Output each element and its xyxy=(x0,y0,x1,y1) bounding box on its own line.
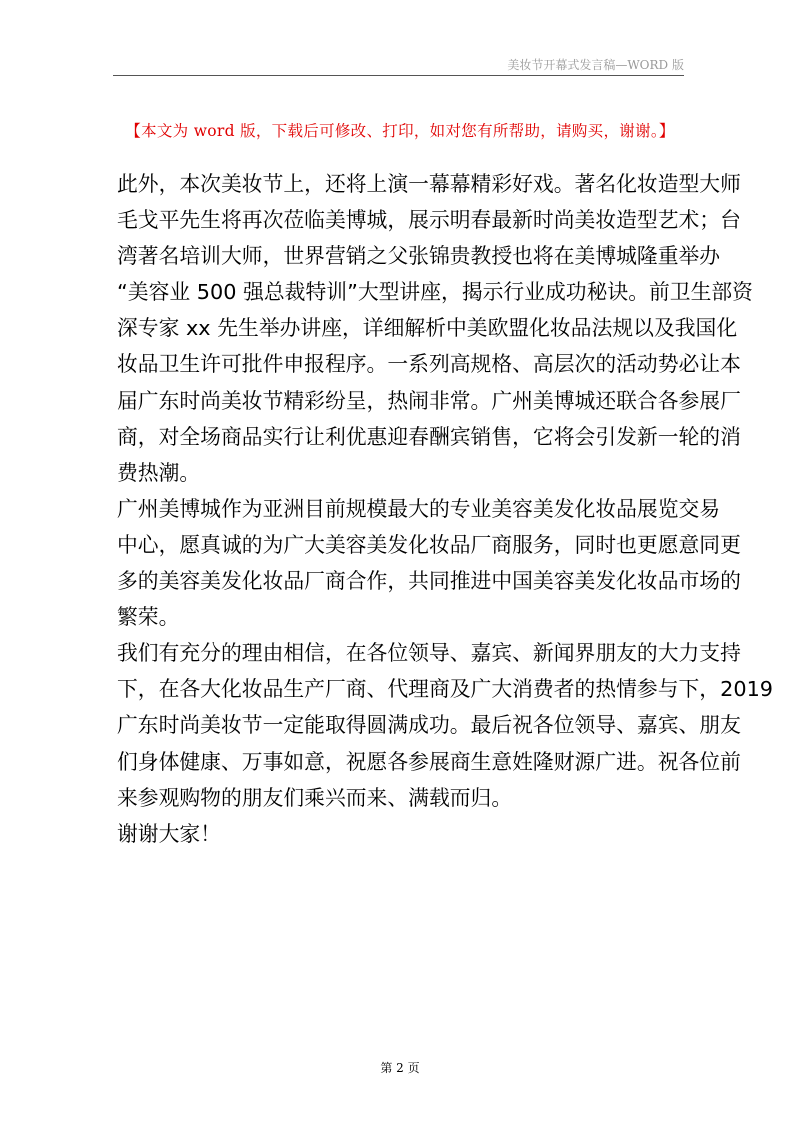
running-header: 美妆节开幕式发言稿—WORD 版 xyxy=(507,58,684,72)
text-line: 深专家 xx 先生举办讲座，详细解析中美欧盟化妆品法规以及我国化 xyxy=(117,316,738,341)
text-line: 广州美博城作为亚洲目前规模最大的专业美容美发化妆品展览交易 xyxy=(117,496,721,521)
text-line: 多的美容美发化妆品厂商合作，共同推进中国美容美发化妆品市场的 xyxy=(117,569,741,594)
text-line: 们身体健康、万事如意，祝愿各参展商生意姓隆财源广进。祝各位前 xyxy=(117,749,741,774)
text-line: 中心，愿真诚的为广大美容美发化妆品厂商服务，同时也更愿意同更 xyxy=(117,532,741,557)
text-line: 繁荣。 xyxy=(117,605,180,630)
text-line: 费热潮。 xyxy=(117,460,201,485)
text-line: 毛戈平先生将再次莅临美博城，展示明春最新时尚美妆造型艺术；台 xyxy=(117,208,741,233)
page-number: 第 2 页 xyxy=(380,1061,420,1075)
header-divider xyxy=(113,75,684,76)
text-line: 商，对全场商品实行让利优惠迎春酬宾销售，它将会引发新一轮的消 xyxy=(117,424,741,449)
paragraph xyxy=(117,491,741,635)
text-line: 谢谢大家！ xyxy=(117,821,221,846)
document-body xyxy=(117,166,774,852)
text-line: 我们有充分的理由相信，在各位领导、嘉宾、新闻界朋友的大力支持 xyxy=(117,641,741,666)
text-line: 湾著名培训大师，世界营销之父张锦贵教授也将在美博城隆重举办 xyxy=(117,244,721,269)
paragraph xyxy=(117,816,697,852)
paragraph xyxy=(117,635,774,815)
text-line: “美容业 500 强总裁特训”大型讲座，揭示行业成功秘诀。前卫生部资 xyxy=(117,280,753,305)
text-line: 广东时尚美妆节一定能取得圆满成功。最后祝各位领导、嘉宾、朋友 xyxy=(117,713,741,738)
text-line: 妆品卫生许可批件申报程序。一系列高规格、高层次的活动势必让本 xyxy=(117,352,741,377)
text-line: 来参观购物的朋友们乘兴而来、满载而归。 xyxy=(117,785,513,810)
download-notice: 【本文为 word 版，下载后可修改、打印，如对您有所帮助，请购买，谢谢。】 xyxy=(125,122,675,140)
text-line: 下，在各大化妆品生产厂商、代理商及广大消费者的热情参与下，2019 xyxy=(117,677,774,702)
text-line: 此外，本次美妆节上，还将上演一幕幕精彩好戏。著名化妆造型大师 xyxy=(117,172,741,196)
paragraph xyxy=(117,166,753,491)
text-line: 届广东时尚美妆节精彩纷呈，热闹非常。广州美博城还联合各参展厂 xyxy=(117,388,741,413)
